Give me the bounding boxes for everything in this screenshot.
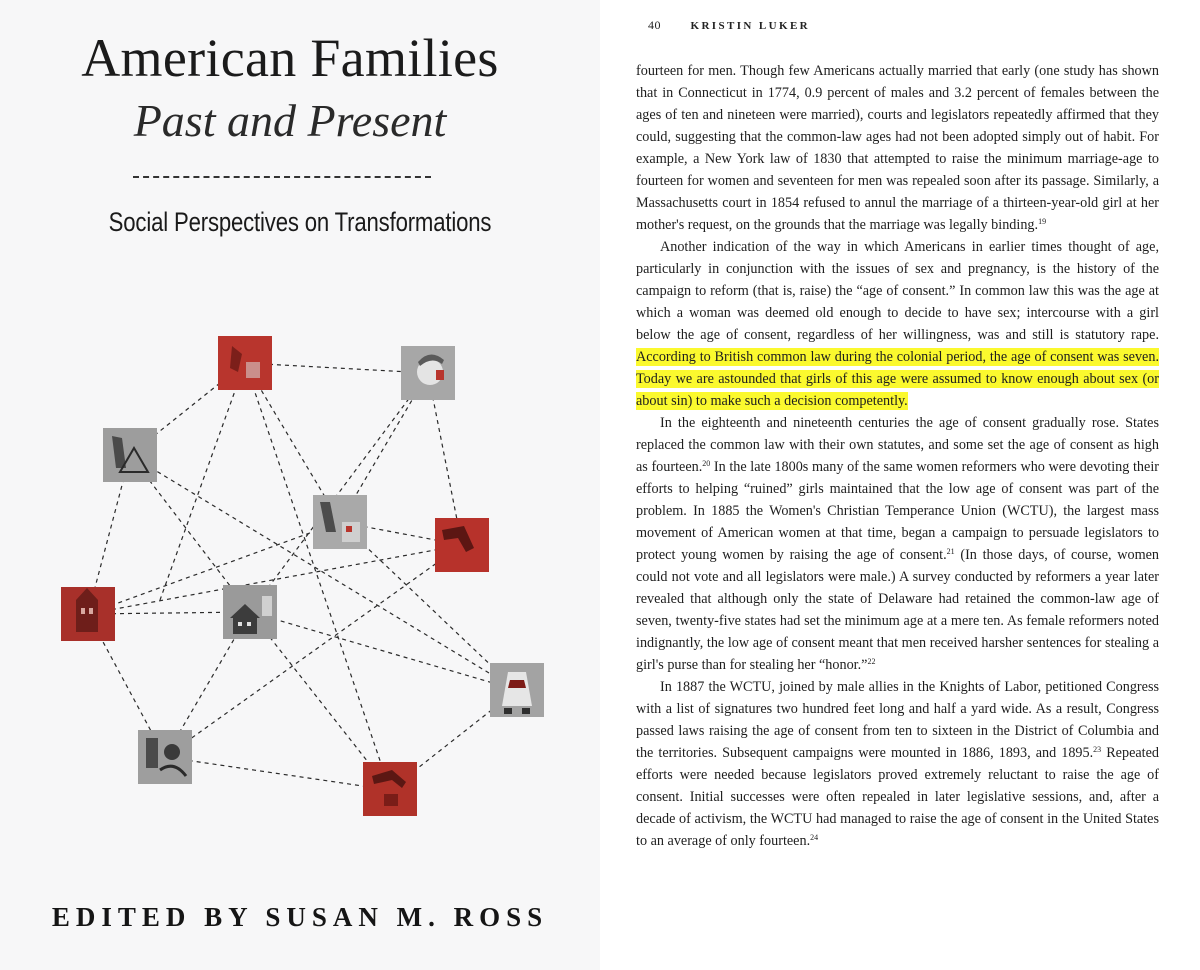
paragraph-1	[636, 60, 1159, 236]
cover-subtitle: Past and Present	[133, 95, 447, 146]
gray-tile-hand	[103, 428, 157, 482]
page-number: 40	[648, 18, 661, 32]
red-tile-figure	[218, 336, 272, 390]
paragraph-3-text-a: In the eighteenth and nineteenth centuries the age of consent gradually rose. States replaced the common law with their own statutes, and some set the age of consent as high as fourteen.	[636, 415, 1159, 475]
footnote-20: 20	[702, 459, 711, 468]
gray-tile-face	[401, 346, 455, 400]
paragraph-1-text: fourteen for men. Though few Americans actually married that early (one study has shown that in Connecticut in 1774, 0.9 percent of males and 3.2 percent of females between the ages of ten and nineteen were married), courts and legislators repeatedly affirmed that they could, suggesting that the common-law ages had not been adopted simply out of habit. For example, a New York law of 1830 that attempted to raise the minimum marriage-age to fourteen for women and seventeen for men was repealed soon after its passage. Similarly, a Massachusetts court in 1854 refused to annul the marriage of a thirteen-year-old girl at her mother's request, on the grounds that the marriage was legally binding.	[636, 63, 1159, 233]
book-page	[600, 0, 1200, 970]
network-dashed-lines	[88, 363, 517, 790]
paragraph-4-text-b: Repeated efforts were needed because legislators proved extremely reluctant to raise the age of consent. Initial successes were often repealed in later legislative sessions, and, after a decade of activism, the WCTU had managed to raise the age of consent in the United States to an average of only fourteen.	[636, 745, 1159, 849]
footnote-21: 21	[946, 547, 955, 556]
gray-tile-house	[223, 585, 277, 639]
running-head-author: KRISTIN LUKER	[690, 20, 811, 32]
footnote-24: 24	[810, 833, 819, 842]
footnote-22: 22	[867, 657, 876, 666]
cover-editor-credit: EDITED BY SUSAN M. ROSS	[51, 902, 549, 932]
red-tile-building	[61, 587, 115, 641]
paragraph-3-text-b: In the late 1800s many of the same women reformers who were devoting their efforts to helping “ruined” girls maintained that the low age of consent was part of the problem. In 1885 the Women's Christian Temperance Union (WCTU), the largest mass movement of American women at that time, began a campaign to persuade legislators to protect young women by raising the age of consent.	[636, 459, 1159, 563]
paragraph-3-text-c: (In those days, of course, women could not vote and all legislators were male.) A survey conducted by reformers a year later revealed that although only the state of Delaware had retained the common-law age of seven, twenty-five states had set the minimum age at a mere ten. As female reformers noted indignantly, the low age of consent meant that men received harsher sentences for stealing a girl's purse than for stealing her “honor.”	[636, 547, 1160, 673]
paragraph-4	[636, 676, 1159, 852]
footnote-23: 23	[1093, 745, 1102, 754]
gray-tile-dress	[490, 663, 544, 717]
paragraph-3	[636, 412, 1159, 676]
gray-tile-center	[313, 495, 367, 549]
red-tile-arm	[435, 518, 489, 572]
paragraph-2-text: Another indication of the way in which Americans in earlier times thought of age, particularly in conjunction with the issues of sex and pregnancy, is the history of the campaign to reform (that is, raise) the “age of consent.” In common law this was the age at which a woman was deemed old enough to decide to have sex; intercourse with a girl below the age of consent, regardless of her willingness, was and still is statutory rape.	[636, 239, 1159, 343]
running-head	[648, 18, 810, 33]
paragraph-2	[636, 236, 1159, 412]
cover-series-title: Social Perspectives on Transformations	[108, 207, 492, 237]
gray-tile-person	[138, 730, 192, 784]
highlighted-passage: According to British common law during the colonial period, the age of consent was seven. Today we are astounded that girls of this age were assumed to know enough about sex (or about sin) to make such a decision competently.	[636, 349, 1159, 409]
page-body-text	[636, 60, 1159, 852]
footnote-19: 19	[1038, 217, 1047, 226]
paragraph-4-text-a: In 1887 the WCTU, joined by male allies in the Knights of Labor, petitioned Congress with a list of signatures two hundred feet long and half a yard wide. As a result, Congress passed laws raising the age of consent from ten to sixteen in the District of Columbia and the territories. Subsequent campaigns were mounted in 1886, 1893, and 1895.	[636, 679, 1159, 761]
cover-title: American Families	[81, 28, 499, 88]
red-tile-bottom	[363, 762, 417, 816]
